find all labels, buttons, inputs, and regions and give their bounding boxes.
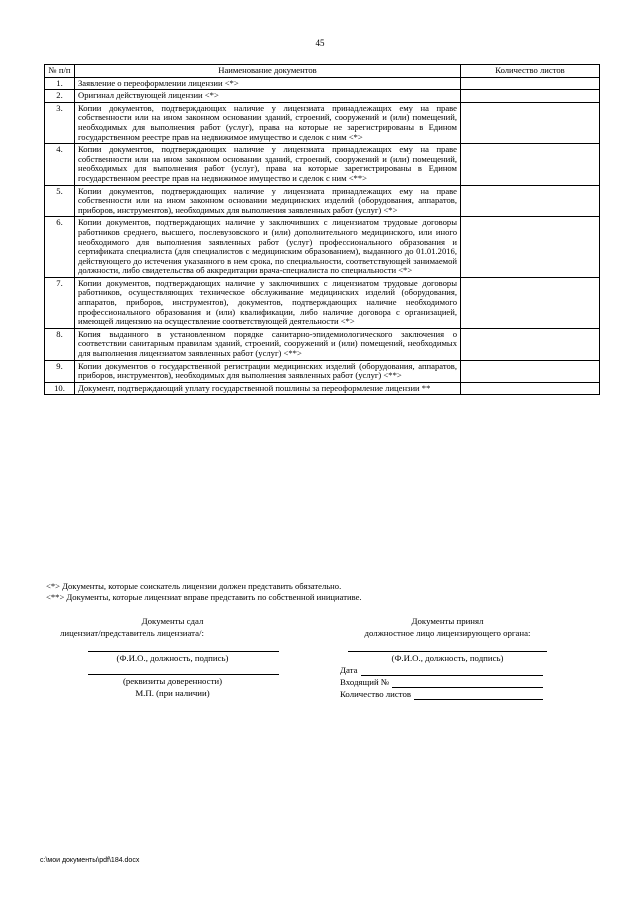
table-row [45, 328, 600, 360]
table-row [45, 360, 600, 382]
row-document-name: Копии документов, подтверждающих наличие у заключивших с лицензиатом трудовые договоры работников, осуществляющих техническое обслуживание медицинских изделий (оборудования, аппаратов, приборов, инструментов), документов, подтверждающих наличие необходимого профессионального образования и (или) квалификации, либо наличие договора с организацией, имеющей лицензию на осуществление соответствующей деятельности <*> [75, 277, 461, 328]
row-sheet-count[interactable] [461, 90, 600, 103]
row-number: 8. [45, 328, 75, 360]
table-header-row [45, 65, 600, 78]
table-row [45, 277, 600, 328]
row-document-name: Заявление о переоформлении лицензии <*> [75, 77, 461, 90]
table-row [45, 90, 600, 103]
right-signature-block [340, 615, 555, 700]
row-sheet-count[interactable] [461, 277, 600, 328]
left-sign-subtitle: лицензиат/представитель лицензиата/: [60, 628, 204, 638]
row-document-name: Копии документов, подтверждающих наличие у лицензиата принадлежащих ему на праве собственности или на ином законном основании зданий, строений, сооружений и (или) помещений, необходимых для выполнения работ (услуг), права на которые не зарегистрированы в Едином государственном реестре прав на недвижимое имущество и сделок с ним <*> [75, 102, 461, 143]
row-document-name: Оригинал действующей лицензии <*> [75, 90, 461, 103]
row-number: 3. [45, 102, 75, 143]
row-number: 7. [45, 277, 75, 328]
left-fio-line[interactable] [88, 641, 279, 652]
row-sheet-count[interactable] [461, 185, 600, 217]
row-document-name: Копии документов, подтверждающих наличие у лицензиата принадлежащих ему на праве собственности или на ином законном основании медицинских изделий (оборудования, аппаратов, приборов, инструментов), необходимых для выполнения заявленных работ (услуг) <*> [75, 185, 461, 217]
row-number: 1. [45, 77, 75, 90]
footnote-required: <*> Документы, которые соискатель лицензии должен представить обязательно. [46, 581, 342, 591]
power-caption: (реквизиты доверенности) [122, 676, 223, 686]
stamp-caption: М.П. (при наличии) [135, 688, 210, 698]
row-number: 6. [45, 217, 75, 278]
right-sign-subtitle: должностное лицо лицензирующего органа: [364, 628, 531, 638]
row-document-name: Документ, подтверждающий уплату государственной пошлины за переоформление лицензии ** [75, 382, 461, 395]
date-label: Дата [340, 665, 358, 675]
incoming-number-field[interactable] [340, 676, 543, 688]
row-sheet-count[interactable] [461, 217, 600, 278]
row-sheet-count[interactable] [461, 382, 600, 395]
table-row [45, 382, 600, 395]
incoming-label: Входящий № [340, 677, 390, 687]
right-fio-line[interactable] [348, 641, 547, 652]
row-number: 4. [45, 144, 75, 185]
left-signature-block [60, 615, 285, 699]
table-row [45, 217, 600, 278]
row-number: 5. [45, 185, 75, 217]
power-of-attorney-line[interactable] [88, 664, 279, 675]
footnotes [46, 581, 606, 603]
left-fio-caption: (Ф.И.О., должность, подпись) [116, 653, 229, 663]
row-sheet-count[interactable] [461, 360, 600, 382]
left-sign-title: Документы сдал [141, 616, 204, 626]
table-row [45, 144, 600, 185]
row-document-name: Копия выданного в установленном порядке санитарно-эпидемиологического заключения о соответствии санитарным правилам зданий, строений, сооружений и (или) помещений, необходимых для выполнения лицензиатом заявленных работ (услуг) <**> [75, 328, 461, 360]
row-number: 10. [45, 382, 75, 395]
footnote-optional: <**> Документы, которые лицензиат вправе представить по собственной инициативе. [46, 592, 362, 602]
header-num: № п/п [45, 65, 75, 78]
row-sheet-count[interactable] [461, 328, 600, 360]
header-name: Наименование документов [75, 65, 461, 78]
row-number: 9. [45, 360, 75, 382]
sheets-label: Количество листов [340, 689, 412, 699]
date-field[interactable] [340, 664, 543, 676]
row-sheet-count[interactable] [461, 102, 600, 143]
right-fio-caption: (Ф.И.О., должность, подпись) [391, 653, 504, 663]
row-document-name: Копии документов, подтверждающих наличие у заключивших с лицензиатом трудовые договоры работников среднего, высшего, послевузовского и (или) дополнительного медицинского, или иного необходимого для выполнения заявленных работ (услуг) профессионального образования и сертификата специалиста (для специалистов с медицинским образованием), выданного до 01.01.2016, действующего до истечения указанного в нем срока, по специальности, соответствующей занимаемой должности, либо свидетельства об аккредитации врача-специалиста по специальности <*> [75, 217, 461, 278]
table-row [45, 77, 600, 90]
page-number: 45 [315, 38, 325, 48]
row-document-name: Копии документов о государственной регистрации медицинских изделий (оборудования, аппаратов, приборов, инструментов), необходимых для выполнения заявленных работ (услуг) <**> [75, 360, 461, 382]
file-path: c:\мои документы\pdf\184.docx [40, 857, 140, 864]
header-qty: Количество листов [461, 65, 600, 78]
row-sheet-count[interactable] [461, 144, 600, 185]
right-sign-title: Документы принял [411, 616, 484, 626]
table-row [45, 102, 600, 143]
table-row [45, 185, 600, 217]
documents-table [44, 64, 600, 395]
row-number: 2. [45, 90, 75, 103]
sheets-count-field[interactable] [340, 688, 543, 700]
row-sheet-count[interactable] [461, 77, 600, 90]
row-document-name: Копии документов, подтверждающих наличие у лицензиата принадлежащих ему на праве собственности или на ином законном основании зданий, строений, сооружений и (или) помещений, необходимых для выполнения работ (услуг), права на которые зарегистрированы в Едином государственном реестре прав на недвижимое имущество и сделок с ним <**> [75, 144, 461, 185]
